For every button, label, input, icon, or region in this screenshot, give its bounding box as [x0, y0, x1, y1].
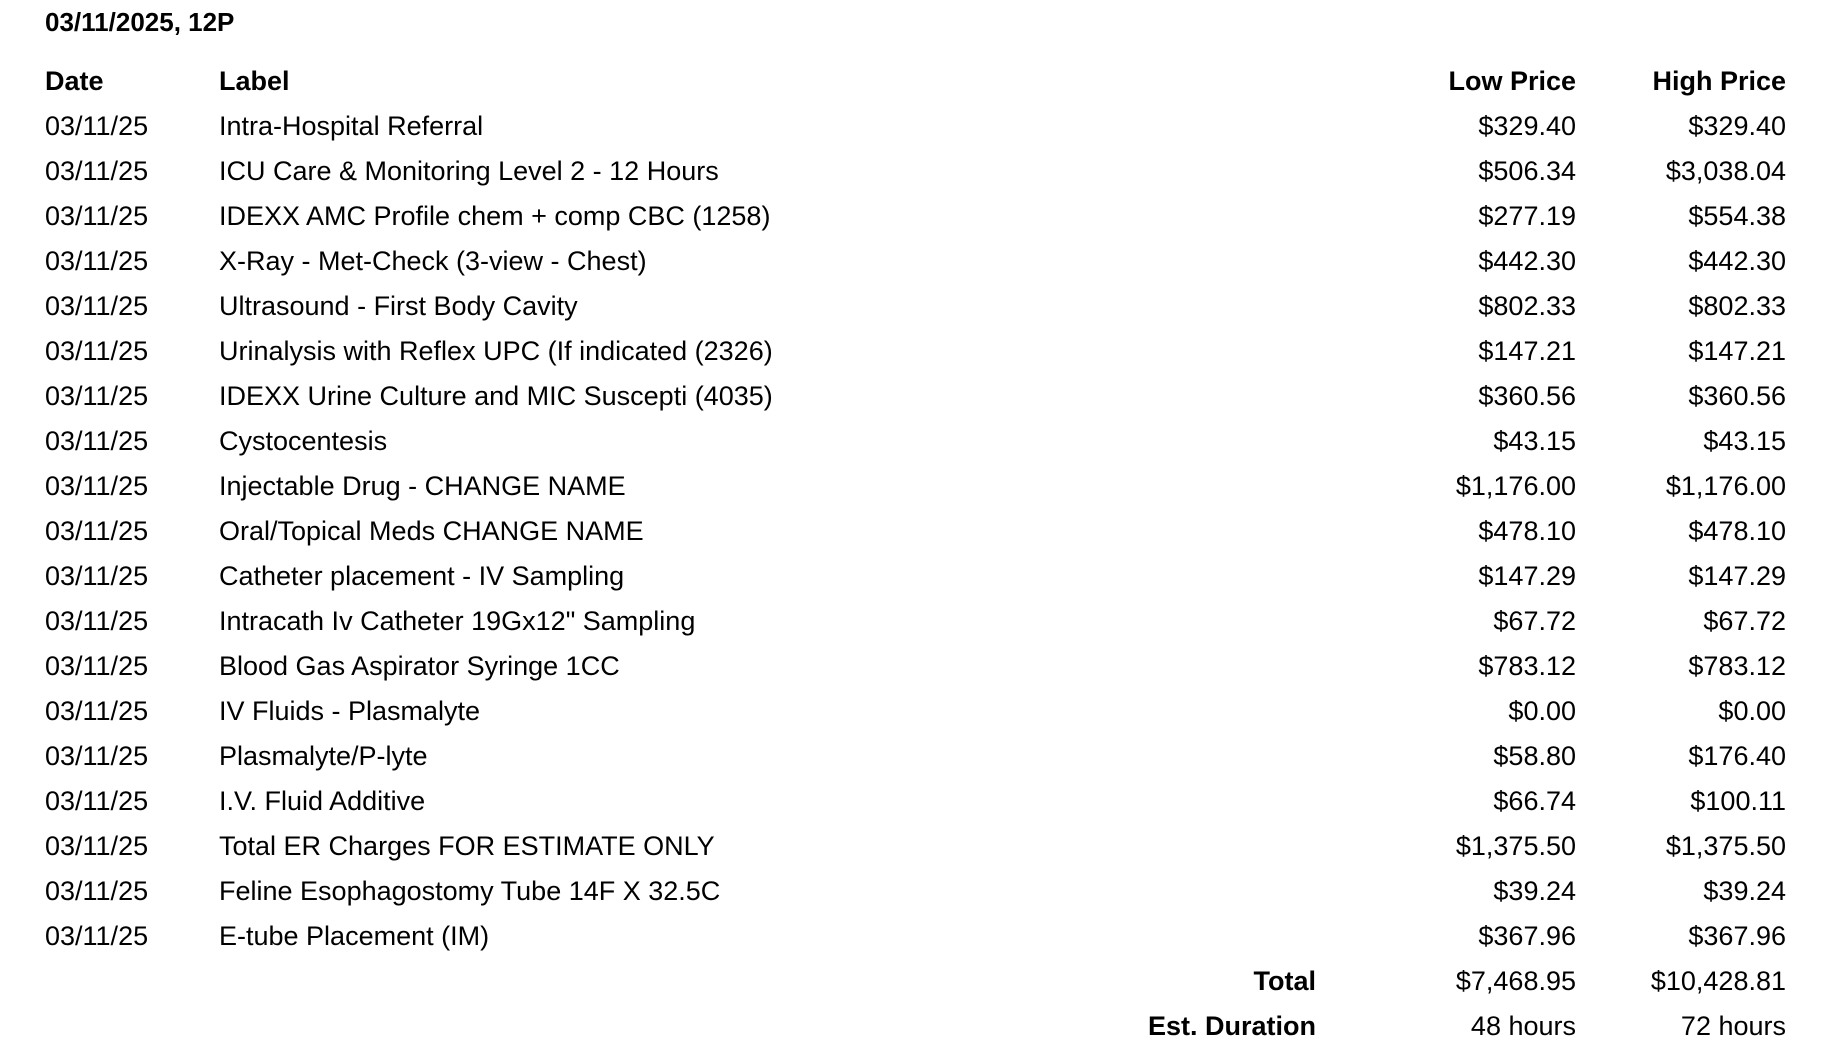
header-spacer: [1106, 59, 1346, 104]
row-label: Ultrasound - First Body Cavity: [219, 291, 578, 321]
header-label: Label: [219, 66, 290, 96]
row-low-price: $67.72: [1493, 606, 1576, 636]
row-high-price: $3,038.04: [1665, 156, 1786, 186]
total-label: Total: [1253, 966, 1316, 996]
row-spacer: [1106, 779, 1346, 824]
row-spacer: [1106, 284, 1346, 329]
row-spacer: [1106, 464, 1346, 509]
row-spacer: [1106, 644, 1346, 689]
total-high: $10,428.81: [1650, 966, 1786, 996]
row-spacer: [1106, 914, 1346, 959]
total-row: [45, 959, 1786, 1004]
row-date: 03/11/25: [45, 471, 149, 501]
row-date: 03/11/25: [45, 921, 149, 951]
row-high-price: $554.38: [1688, 201, 1786, 231]
row-spacer: [1106, 869, 1346, 914]
row-date: 03/11/25: [45, 381, 149, 411]
table-row: [45, 419, 1786, 464]
row-label: Injectable Drug - CHANGE NAME: [219, 471, 626, 501]
row-date: 03/11/25: [45, 156, 149, 186]
row-spacer: [1106, 329, 1346, 374]
table-row: [45, 824, 1786, 869]
row-spacer: [1106, 149, 1346, 194]
row-label: Catheter placement - IV Sampling: [219, 561, 625, 591]
row-label: Urinalysis with Reflex UPC (If indicated (2326): [219, 336, 773, 366]
total-low: $7,468.95: [1455, 966, 1576, 996]
row-low-price: $360.56: [1478, 381, 1576, 411]
row-high-price: $478.10: [1688, 516, 1786, 546]
table-row: [45, 644, 1786, 689]
row-spacer: [1106, 734, 1346, 779]
table-row: [45, 149, 1786, 194]
row-date: 03/11/25: [45, 201, 149, 231]
row-date: 03/11/25: [45, 291, 149, 321]
row-high-price: $360.56: [1688, 381, 1786, 411]
row-spacer: [1106, 419, 1346, 464]
row-date: 03/11/25: [45, 516, 149, 546]
row-low-price: $43.15: [1493, 426, 1576, 456]
row-date: 03/11/25: [45, 111, 149, 141]
duration-label: Est. Duration: [1147, 1011, 1316, 1041]
row-date: 03/11/25: [45, 696, 149, 726]
row-high-price: $1,176.00: [1665, 471, 1786, 501]
row-spacer: [1106, 824, 1346, 869]
table-row: [45, 779, 1786, 824]
table-row: [45, 329, 1786, 374]
header-high-price: High Price: [1652, 66, 1786, 96]
table-row: [45, 554, 1786, 599]
table-row: [45, 194, 1786, 239]
row-label: IDEXX AMC Profile chem + comp CBC (1258): [219, 201, 771, 231]
row-low-price: $1,375.50: [1455, 831, 1576, 861]
row-label: Cystocentesis: [219, 426, 388, 456]
row-label: Total ER Charges FOR ESTIMATE ONLY: [219, 831, 715, 861]
table-row: [45, 509, 1786, 554]
row-label: ICU Care & Monitoring Level 2 - 12 Hours: [219, 156, 719, 186]
row-high-price: $1,375.50: [1665, 831, 1786, 861]
row-low-price: $39.24: [1493, 876, 1576, 906]
row-low-price: $506.34: [1478, 156, 1576, 186]
duration-high: 72 hours: [1680, 1011, 1786, 1041]
row-high-price: $802.33: [1688, 291, 1786, 321]
row-date: 03/11/25: [45, 336, 149, 366]
table-body: [45, 104, 1786, 959]
row-high-price: $329.40: [1688, 111, 1786, 141]
row-low-price: $0.00: [1508, 696, 1576, 726]
row-label: Oral/Topical Meds CHANGE NAME: [219, 516, 644, 546]
row-label: X-Ray - Met-Check (3-view - Chest): [219, 246, 647, 276]
row-label: IV Fluids - Plasmalyte: [219, 696, 481, 726]
table-header: [45, 59, 1786, 104]
table-row: [45, 914, 1786, 959]
row-label: Feline Esophagostomy Tube 14F X 32.5C: [219, 876, 721, 906]
row-label: Blood Gas Aspirator Syringe 1CC: [219, 651, 620, 681]
row-low-price: $1,176.00: [1455, 471, 1576, 501]
row-date: 03/11/25: [45, 606, 149, 636]
row-low-price: $147.29: [1478, 561, 1576, 591]
row-high-price: $39.24: [1703, 876, 1786, 906]
row-spacer: [1106, 689, 1346, 734]
row-low-price: $277.19: [1478, 201, 1576, 231]
row-low-price: $442.30: [1478, 246, 1576, 276]
row-high-price: $442.30: [1688, 246, 1786, 276]
duration-row: [45, 1004, 1786, 1049]
row-date: 03/11/25: [45, 246, 149, 276]
table-row: [45, 869, 1786, 914]
header-date: Date: [45, 66, 104, 96]
table-row: [45, 464, 1786, 509]
row-low-price: $802.33: [1478, 291, 1576, 321]
row-low-price: $66.74: [1493, 786, 1576, 816]
row-spacer: [1106, 104, 1346, 149]
row-low-price: $329.40: [1478, 111, 1576, 141]
row-date: 03/11/25: [45, 426, 149, 456]
row-label: I.V. Fluid Additive: [219, 786, 426, 816]
header-row: [45, 59, 1786, 104]
table-row: [45, 734, 1786, 779]
row-high-price: $100.11: [1690, 786, 1786, 816]
row-high-price: $43.15: [1703, 426, 1786, 456]
table-row: [45, 689, 1786, 734]
row-date: 03/11/25: [45, 741, 149, 771]
estimate-table: [45, 59, 1786, 1049]
row-spacer: [1106, 554, 1346, 599]
row-high-price: $147.21: [1688, 336, 1786, 366]
row-spacer: [1106, 239, 1346, 284]
table-summary: [45, 959, 1786, 1049]
row-low-price: $783.12: [1478, 651, 1576, 681]
table-row: [45, 374, 1786, 419]
table-row: [45, 239, 1786, 284]
row-spacer: [1106, 374, 1346, 419]
header-low-price: Low Price: [1448, 66, 1576, 96]
row-label: IDEXX Urine Culture and MIC Suscepti (4035): [219, 381, 773, 411]
table-row: [45, 599, 1786, 644]
row-high-price: $147.29: [1688, 561, 1786, 591]
row-low-price: $147.21: [1478, 336, 1576, 366]
row-low-price: $478.10: [1478, 516, 1576, 546]
row-low-price: $58.80: [1493, 741, 1576, 771]
row-date: 03/11/25: [45, 786, 149, 816]
row-label: E-tube Placement (IM): [219, 921, 490, 951]
table-row: [45, 284, 1786, 329]
row-label: Intra-Hospital Referral: [219, 111, 484, 141]
row-high-price: $783.12: [1688, 651, 1786, 681]
row-date: 03/11/25: [45, 876, 149, 906]
row-date: 03/11/25: [45, 651, 149, 681]
duration-low: 48 hours: [1470, 1011, 1576, 1041]
row-high-price: $176.40: [1688, 741, 1786, 771]
row-spacer: [1106, 509, 1346, 554]
row-spacer: [1106, 194, 1346, 239]
row-high-price: $67.72: [1703, 606, 1786, 636]
row-label: Intracath Iv Catheter 19Gx12" Sampling: [219, 606, 696, 636]
document-title: 03/11/2025, 12P: [45, 7, 235, 37]
row-high-price: $367.96: [1688, 921, 1786, 951]
row-high-price: $0.00: [1718, 696, 1786, 726]
row-date: 03/11/25: [45, 831, 149, 861]
table-row: [45, 104, 1786, 149]
row-date: 03/11/25: [45, 561, 149, 591]
row-low-price: $367.96: [1478, 921, 1576, 951]
row-label: Plasmalyte/P-lyte: [219, 741, 428, 771]
row-spacer: [1106, 599, 1346, 644]
